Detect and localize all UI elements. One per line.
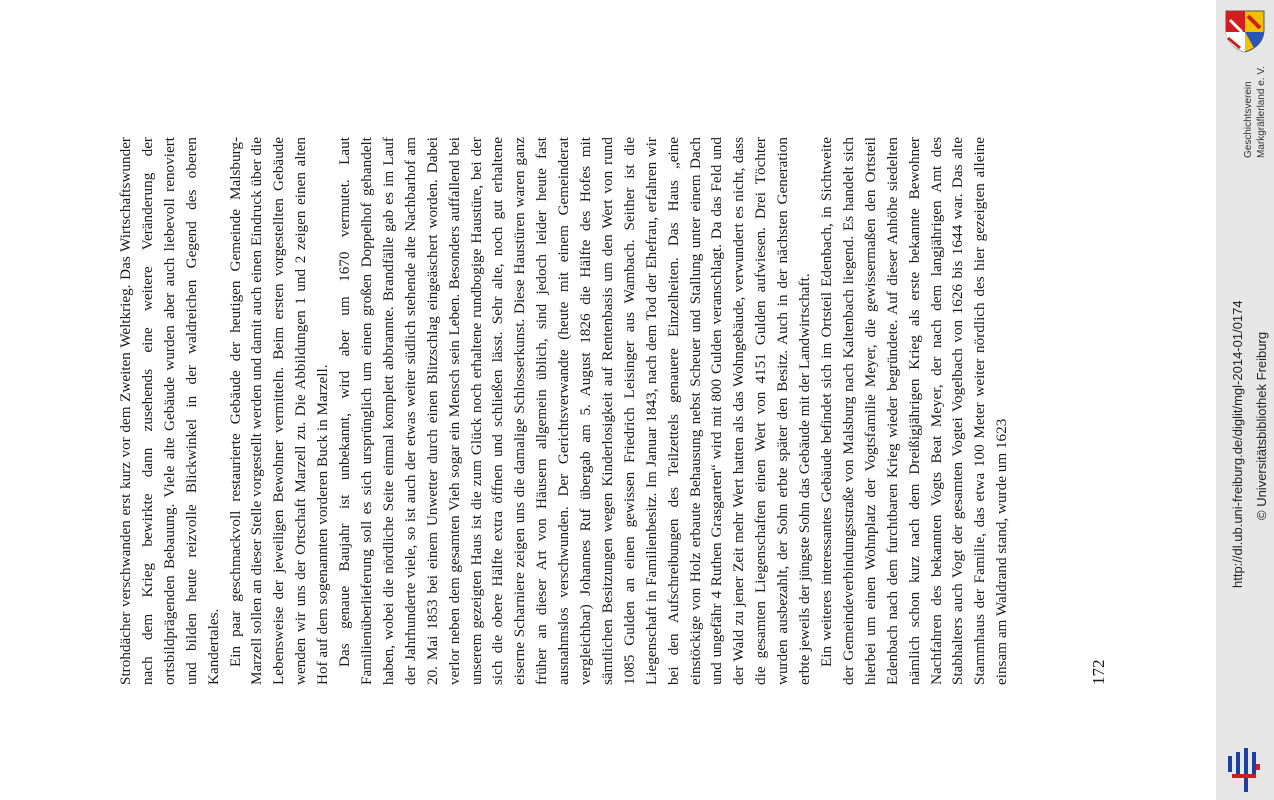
- document-page: [115, 0, 1115, 800]
- verein-name-line-2: Markgräflerland e. V.: [1256, 66, 1267, 158]
- paragraph-4: Ein weiteres interessantes Gebäude befindet sich im Ortsteil Edenbach, in Sichtweite der Gemeindeverbindungsstraße von Malsburg nach Kaltenbach liegend. Es handelt sich hierbei um einen Wohnplatz der Vogtsfamilie Meyer, die gewissermaßen den Ortsteil Edenbach nach dem furchtbaren Krieg wieder begründete. Auf dieser Anhöhe siedelten nämlich schon kurz nach dem Dreißigjährigen Krieg als erste bekannte Bewohner Nachfahren des bekannten Vogts Beat Meyer, der nach dem langjährigen Amt des Stabhalters auch Vogt der gesamten Vogtei Vogelbach von 1626 bis 1644 war. Das alte Stammhaus der Familie, das etwa 100 Meter weiter nördlich des hier gezeigten alleine einsam am Waldrand stand, wurde um 1623: [818, 137, 1011, 685]
- paragraph-2: Ein paar geschmackvoll restaurierte Gebäude der heutigen Gemeinde Malsburg-Marzell sollen an dieser Stelle vorgestellt werden und damit auch einen Eindruck über die Lebensweise der jeweiligen Bewohner vermitteln. Beim ersten vorgestellten Gebäude wenden wir uns der Ortschaft Marzell zu. Die Abbildungen 1 und 2 zeigen einen alten Hof auf dem sogenannten vorderen Buck in Marzell.: [226, 137, 332, 685]
- source-url-link[interactable]: http://dl.ub.uni-freiburg.de/diglit/mgl-2014-01/0174: [1230, 300, 1245, 588]
- paragraph-3: Das genaue Baujahr ist unbekannt, wird aber um 1670 vermutet. Laut Familienüberlieferung soll es sich ursprünglich um einen großen Doppelhof gehandelt haben, wobei die nördliche Seite einmal komplett abbrannte. Brandfälle gab es im Lauf der Jahrhunderte viele, so ist auch der etwas weiter südlich stehende alte Nachbarhof am 20. Mai 1853 bei einem Unwetter durch einen Blitzschlag eingeäschert worden. Dabei verlor neben dem gesamten Vieh sogar ein Mensch sein Leben. Besonders auffallend bei unserem gezeigten Haus ist die zum Glück noch erhaltene rundbogige Haustüre, bei der sich die obere Hälfte extra öffnen und schließen lässt. Sehr alte, noch gut erhaltene eiserne Scharniere zeigen uns die damalige Schlosserkunst. Diese Haustüren waren ganz früher an dieser Art von Häusern allgemein üblich, sind jedoch leider heute fast ausnahmslos verschwunden. Der Gerichtsverwandte (heute mit einem Gemeinderat vergleichbar) Johannes Ruf übergab am 5. August 1826 die Hälfte des Hofes mit sämtlichen Besitzungen wegen Kinderlosigkeit auf Rentenbasis um den Wert von rund 1085 Gulden an einen gewissen Friedrich Leisinger aus Wambach. Seither ist die Liegenschaft in Familienbesitz. Im Januar 1843, nach dem Tod der Ehefrau, erfahren wir bei den Aufschreibungen des Teilzettels genauere Einzelheiten. Das Haus „eine einstöckige von Holz erbaute Behausung nebst Scheuer und Stallung unter einem Dach und ungefähr 4 Ruthen Grasgarten“ wird mit 800 Gulden veranschlagt. Da das Feld und der Wald zu jener Zeit mehr Wert hatten als das Wohngebäude, verwundert es nicht, dass die gesamten Liegenschaften einen Wert von 4151 Gulden aufwiesen. Drei Töchter wurden ausbezahlt, der Sohn erbte später den Besitz. Auch in der nächsten Generation erbte jeweils der jüngste Sohn das Gebäude mit der Landwirtschaft.: [336, 137, 814, 685]
- paragraph-1: Strohdächer verschwanden erst kurz vor dem Zweiten Weltkrieg. Das Wirtschaftswunder nach dem Krieg bewirkte dann zusehends eine weitere Veränderung der ortsbildprägenden Bebauung. Viele alte Gebäude wurden aber auch liebevoll renoviert und bilden heute reizvolle Blickwinkel in der waldreichen Gegend des oberen Kandertales.: [117, 137, 222, 685]
- page-number: 172: [1089, 659, 1108, 685]
- page-body: [115, 137, 1115, 685]
- coat-of-arms-logo[interactable]: [1222, 8, 1268, 54]
- verein-name-line-1: Geschichtsverein: [1243, 81, 1254, 158]
- university-library-logo: [1226, 746, 1262, 794]
- copyright-notice: © Universitätsbibliothek Freiburg: [1254, 331, 1269, 520]
